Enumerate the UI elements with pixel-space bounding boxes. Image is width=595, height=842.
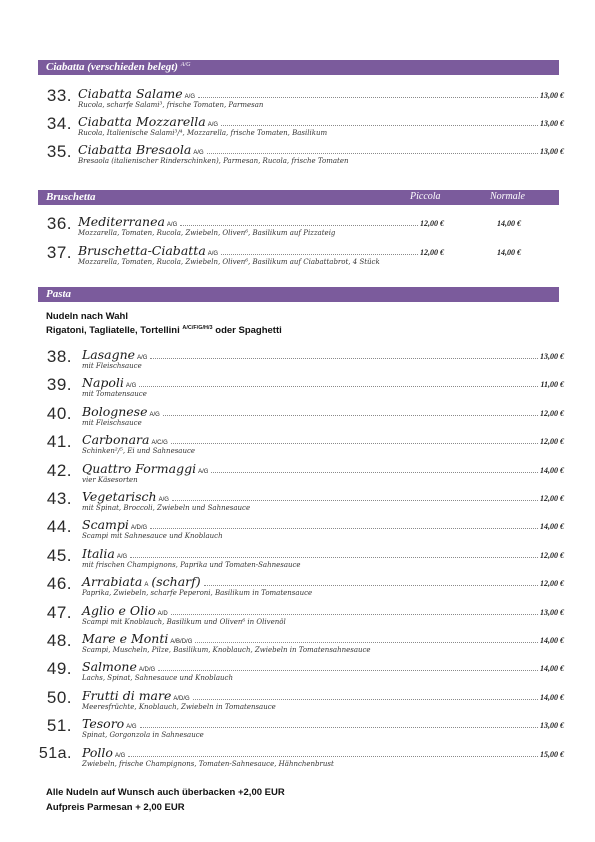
allergen-codes: A/G	[137, 355, 148, 361]
item-line	[82, 517, 564, 532]
menu-item	[38, 345, 564, 373]
dot-leader	[140, 727, 538, 728]
item-name: Pollo	[82, 744, 113, 760]
item-number: 41.	[46, 432, 72, 452]
price: 12,00 €	[540, 579, 564, 589]
item-line	[78, 114, 564, 129]
item-number: 49.	[46, 659, 72, 679]
item-name-suffix: (scharf)	[151, 574, 201, 590]
price: 12,00 €	[540, 437, 564, 447]
dot-leader	[207, 153, 538, 154]
menu-item	[38, 572, 564, 600]
allergen-codes: A/D/G	[138, 667, 156, 674]
menu-item	[38, 373, 564, 401]
item-number: 48.	[46, 631, 72, 650]
dot-leader	[150, 528, 538, 529]
menu-item	[38, 515, 564, 543]
item-number: 33.	[46, 86, 72, 105]
dot-leader	[128, 756, 538, 757]
dot-leader	[221, 125, 538, 126]
pasta-footer-line1: Alle Nudeln auf Wunsch auch überbacken +2,00 EUR	[46, 787, 285, 798]
item-name: Bruschetta-Ciabatta	[78, 243, 206, 258]
section-title: Bruschetta	[46, 191, 96, 203]
dot-leader	[193, 699, 538, 700]
menu-item	[38, 402, 564, 430]
item-name: Mediterranea	[78, 214, 165, 229]
item-description: Scampi mit Sahnesauce und Knoblauch	[82, 532, 223, 541]
pasta-intro-line2: Rigatoni, Tagliatelle, Tortellini $^{A/C/F/G/H/3}$ oder Spaghetti	[46, 325, 282, 336]
allergen-codes: A/G	[126, 724, 137, 731]
allergen-codes: A/D/G	[173, 695, 190, 702]
price: 12,00 €	[540, 408, 564, 418]
item-description: Paprika, Zwiebeln, scharfe Peperoni, Basilikum in Tomatensauce	[82, 589, 313, 598]
item-name: Aglio e Olio	[82, 602, 156, 618]
item-description: Mozzarella, Tomaten, Rucola, Zwiebeln, Oliven⁶, Basilikum auf Pizzateig	[78, 229, 336, 237]
price: 14,00 €	[540, 664, 564, 674]
item-number: 47.	[46, 602, 72, 622]
item-number: 45.	[46, 545, 72, 565]
allergen-codes: A/G	[207, 122, 219, 128]
allergen-codes: A/G	[166, 222, 178, 228]
allergen-codes: A/C/G	[151, 440, 168, 447]
price-piccola: 12,00 €	[420, 219, 444, 228]
price: 14,00 €	[540, 636, 564, 645]
allergen-codes: A/G	[149, 411, 160, 418]
allergen-codes: A/G	[207, 251, 219, 257]
dot-leader	[195, 642, 538, 643]
allergen-codes: A/G	[180, 62, 191, 68]
item-line	[78, 243, 444, 258]
menu-item	[38, 629, 564, 657]
item-name: Lasagne	[82, 347, 136, 362]
item-number: 34.	[46, 114, 72, 133]
item-name: Carbonara	[82, 432, 150, 448]
menu-item	[38, 487, 564, 515]
price-normale: 14,00 €	[497, 248, 521, 257]
section-header-bruschetta	[38, 190, 559, 205]
item-number: 42.	[46, 460, 72, 480]
menu-item	[38, 140, 564, 168]
dot-leader	[180, 225, 418, 226]
item-name: Tesoro	[82, 716, 125, 732]
dot-leader	[198, 97, 538, 98]
allergen-codes: A/G	[193, 150, 204, 156]
item-line	[82, 574, 564, 589]
item-description: Meeresfrüchte, Knoblauch, Zwiebeln in Tomatensauce	[82, 702, 276, 711]
allergen-codes: A/G	[184, 94, 196, 100]
item-line	[78, 86, 564, 101]
item-line	[82, 489, 564, 504]
pasta-intro-line1: Nudeln nach Wahl	[46, 311, 128, 322]
item-line	[82, 716, 564, 731]
dot-leader	[171, 614, 538, 615]
dot-leader	[130, 557, 538, 558]
menu-item	[38, 743, 564, 771]
section-header-pasta	[38, 287, 559, 302]
item-number: 40.	[46, 403, 72, 423]
price: 13,00 €	[540, 352, 564, 361]
section-title: Pasta	[46, 288, 72, 300]
item-number: 51a.	[38, 744, 72, 762]
item-line	[82, 375, 564, 390]
price: 14,00 €	[540, 465, 564, 475]
dot-leader	[158, 670, 538, 671]
allergen-codes: A/G	[125, 383, 137, 390]
item-description: Mozzarella, Tomaten, Rucola, Zwiebeln, Oliven⁶, Basilikum auf Ciabattabrot, 4 Stück	[78, 258, 380, 266]
item-name: Ciabatta Bresaola	[78, 142, 192, 157]
item-number: 35.	[46, 142, 72, 161]
item-line	[82, 546, 564, 561]
menu-item	[38, 657, 564, 685]
item-description: Schinken²/⁵, Ei und Sahnesauce	[82, 447, 196, 456]
price: 15,00 €	[540, 749, 564, 759]
column-header-normale: Normale	[490, 191, 525, 202]
allergen-codes: A/D	[157, 610, 168, 617]
item-description: Bresaola (italienischer Rinderschinken), Parmesan, Rucola, frische Tomaten	[78, 157, 349, 165]
item-description: Rucola, Italienische Salami³/⁴, Mozzarella, frische Tomaten, Basilikum	[78, 129, 328, 137]
item-number: 39.	[46, 375, 72, 395]
allergen-codes: A/C/F/G/H/3	[182, 325, 213, 331]
price: 13,00 €	[540, 607, 564, 617]
price: 14,00 €	[540, 692, 564, 702]
item-name: Napoli	[82, 375, 124, 391]
item-name: Bolognese	[82, 403, 148, 419]
dot-leader	[211, 472, 538, 473]
item-line	[82, 745, 564, 760]
item-line	[78, 214, 444, 229]
item-description: Scampi mit Knoblauch, Basilikum und Oliven⁶ in Olivenöl	[82, 617, 286, 626]
price: 13,00 €	[540, 721, 564, 731]
menu-item	[38, 212, 559, 240]
item-description: mit Spinat, Broccoli, Zwiebeln und Sahnesauce	[82, 504, 251, 512]
menu-item	[38, 430, 564, 458]
item-description: vier Käsesorten	[82, 475, 138, 484]
allergen-codes: A	[144, 582, 149, 589]
item-description: Scampi, Muscheln, Pilze, Basilikum, Knoblauch, Zwiebeln in Tomatensahnesauce	[82, 646, 371, 654]
item-name: Ciabatta Mozzarella	[78, 114, 206, 129]
dot-leader	[171, 443, 538, 444]
pasta-footer-line2: Aufpreis Parmesan + 2,00 EUR	[46, 802, 185, 813]
item-name: Vegetarisch	[82, 489, 157, 504]
allergen-codes: A/B/D/G	[170, 639, 193, 645]
section-title: Ciabatta (verschieden belegt) $^{A/G}$	[46, 61, 191, 73]
item-name: Arrabiata	[82, 574, 143, 590]
item-line	[82, 347, 564, 362]
price: 14,00 €	[540, 522, 564, 532]
item-line	[82, 631, 564, 646]
dot-leader	[221, 254, 418, 255]
item-name: Italia	[82, 545, 115, 561]
item-number: 46.	[46, 574, 72, 594]
item-description: Lachs, Spinat, Sahnesauce und Knoblauch	[82, 674, 233, 683]
section-header-ciabatta	[38, 60, 559, 75]
menu-item	[38, 241, 559, 269]
item-line	[82, 659, 564, 674]
item-line	[82, 432, 564, 447]
dot-leader	[204, 585, 538, 586]
item-line	[82, 603, 564, 618]
dot-leader	[163, 415, 538, 416]
item-number: 44.	[46, 517, 72, 537]
item-line	[82, 688, 564, 703]
menu-item	[38, 112, 564, 140]
item-name: Quattro Formaggi	[82, 460, 197, 476]
item-number: 51.	[46, 716, 72, 736]
price: 11,00 €	[540, 380, 564, 390]
dot-leader	[172, 500, 538, 501]
menu-item	[38, 544, 564, 572]
item-line	[82, 404, 564, 419]
price: 13,00 €	[540, 147, 564, 156]
menu-item	[38, 686, 564, 714]
item-number: 36.	[46, 214, 72, 233]
price: 12,00 €	[540, 550, 564, 560]
item-name: Ciabatta Salame	[78, 86, 183, 101]
price-piccola: 12,00 €	[420, 248, 444, 257]
item-number: 38.	[46, 347, 72, 366]
item-name: Scampi	[82, 517, 129, 533]
item-description: Rucola, scharfe Salami³, frische Tomaten, Parmesan	[78, 101, 264, 109]
menu-item	[38, 84, 564, 112]
item-number: 43.	[46, 489, 72, 508]
menu-item	[38, 459, 564, 487]
item-description: mit Fleischsauce	[82, 362, 142, 370]
price: 13,00 €	[540, 119, 564, 128]
menu-item	[38, 714, 564, 742]
item-description: Zwiebeln, frische Champignons, Tomaten-Sahnesauce, Hähnchenbrust	[82, 759, 334, 768]
item-line	[78, 142, 564, 157]
item-description: mit Fleischsauce	[82, 418, 142, 427]
price: 12,00 €	[540, 494, 564, 503]
item-description: Spinat, Gorgonzola in Sahnesauce	[82, 731, 204, 740]
allergen-codes: A/G	[114, 752, 126, 759]
allergen-codes: A/G	[198, 468, 209, 475]
item-number: 50.	[46, 687, 72, 707]
allergen-codes: A/G	[116, 553, 128, 560]
item-name: Mare e Monti	[82, 631, 169, 646]
dot-leader	[139, 386, 538, 387]
item-line	[82, 461, 564, 476]
item-name: Frutti di mare	[82, 687, 172, 703]
item-name: Salmone	[82, 659, 137, 675]
allergen-codes: A/G	[158, 497, 169, 503]
menu-item	[38, 601, 564, 629]
item-description: mit frischen Champignons, Paprika und Tomaten-Sahnesauce	[82, 560, 301, 569]
dot-leader	[150, 358, 538, 359]
column-header-piccola: Piccola	[410, 191, 441, 202]
allergen-codes: A/D/G	[130, 525, 148, 532]
item-description: mit Tomatensauce	[82, 390, 147, 399]
price: 13,00 €	[540, 91, 564, 100]
item-number: 37.	[46, 243, 72, 262]
price-normale: 14,00 €	[497, 219, 521, 228]
